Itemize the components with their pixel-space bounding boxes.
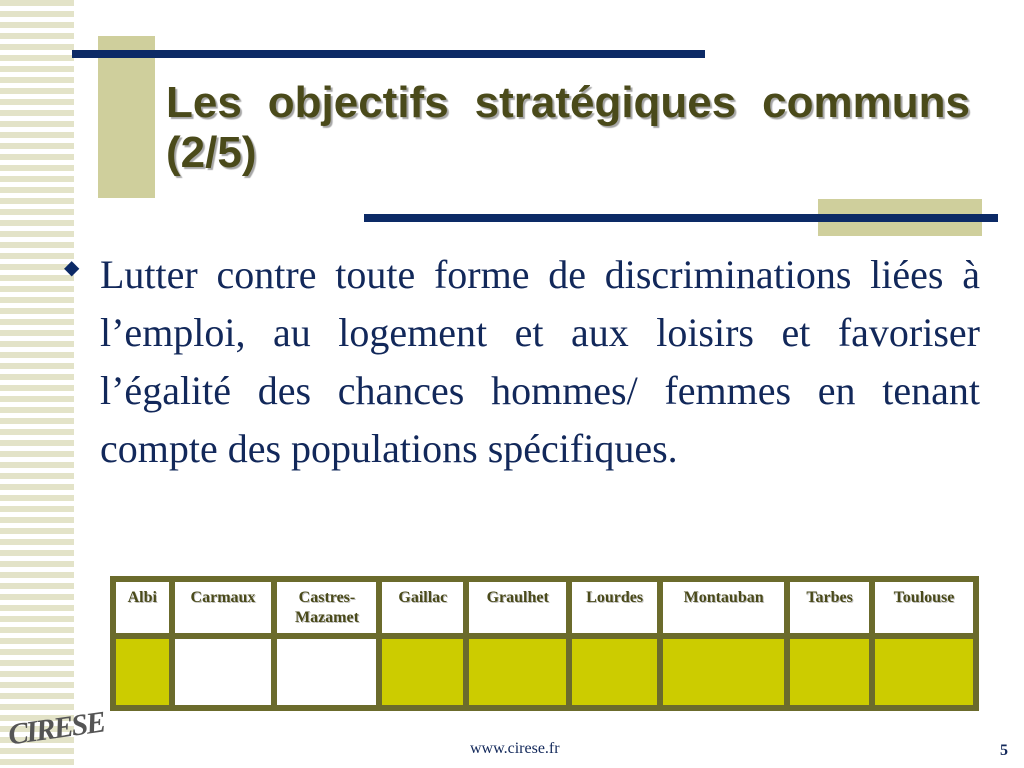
cirese-logo: CIRESE xyxy=(6,705,107,752)
status-cell-castres-mazamet xyxy=(277,639,376,705)
title-rule-top xyxy=(72,50,705,58)
col-header-lourdes: Lourdes xyxy=(572,582,657,633)
bullet-text: Lutter contre toute forme de discriminations liées à l’emploi, au logement et aux loisirs et favoriser l’égalité des chances hommes/ femmes en tenant compte des populations spécifiques. xyxy=(100,252,980,471)
title-accent-block-left xyxy=(98,36,155,198)
status-cell-albi xyxy=(116,639,169,705)
col-header-toulouse: Toulouse xyxy=(875,582,973,633)
slide-title: Les objectifs stratégiques communs (2/5) xyxy=(166,78,970,177)
col-header-castres-mazamet: Castres-Mazamet xyxy=(277,582,376,633)
col-header-graulhet: Graulhet xyxy=(469,582,566,633)
status-cell-gaillac xyxy=(382,639,463,705)
table-status-row xyxy=(116,639,973,705)
city-table xyxy=(110,576,979,711)
table-header-row xyxy=(116,582,973,633)
diamond-bullet-icon: ◆ xyxy=(64,257,80,279)
status-cell-graulhet xyxy=(469,639,566,705)
status-cell-lourdes xyxy=(572,639,657,705)
col-header-albi: Albi xyxy=(116,582,169,633)
status-cell-toulouse xyxy=(875,639,973,705)
page-number: 5 xyxy=(1000,742,1008,759)
footer-url: www.cirese.fr xyxy=(470,740,560,757)
status-cell-carmaux xyxy=(175,639,272,705)
col-header-carmaux: Carmaux xyxy=(175,582,272,633)
status-cell-tarbes xyxy=(790,639,869,705)
bullet-item xyxy=(64,246,980,478)
col-header-montauban: Montauban xyxy=(663,582,784,633)
left-striped-border xyxy=(0,0,74,768)
col-header-gaillac: Gaillac xyxy=(382,582,463,633)
col-header-tarbes: Tarbes xyxy=(790,582,869,633)
status-cell-montauban xyxy=(663,639,784,705)
title-rule-bottom xyxy=(364,214,998,222)
